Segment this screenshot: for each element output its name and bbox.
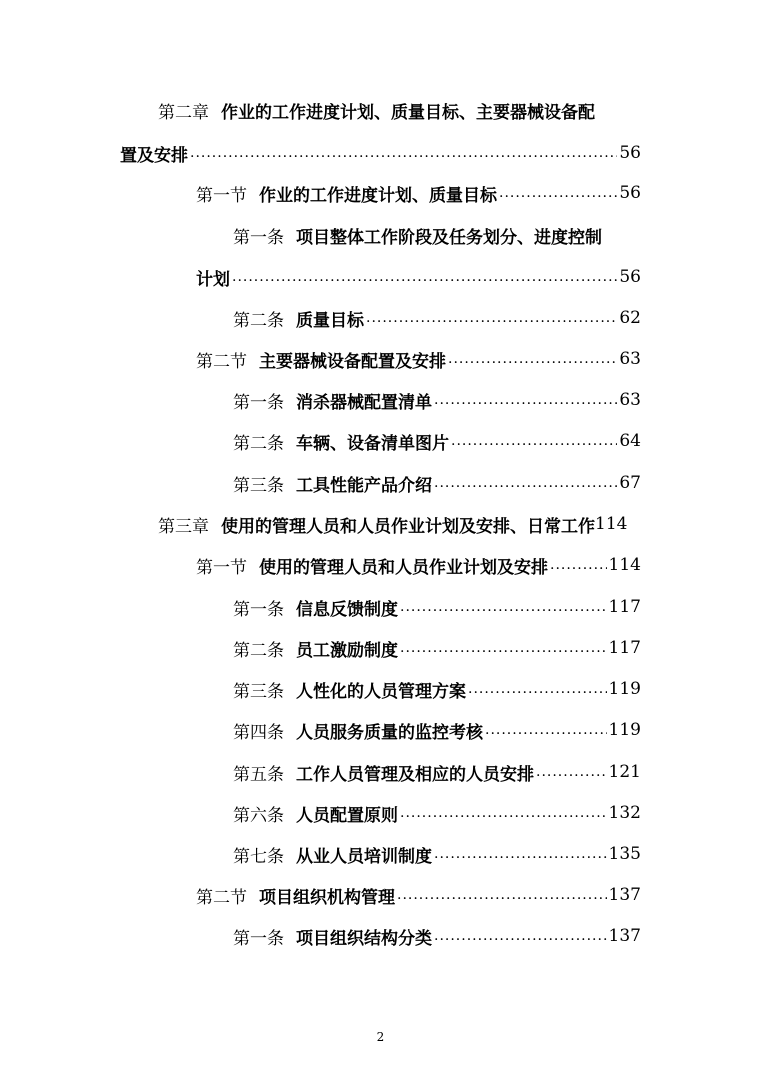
toc-leader-dots [434, 928, 607, 951]
toc-article[interactable] [233, 798, 641, 828]
toc-leader-dots [400, 805, 607, 828]
toc-chapter-2[interactable] [158, 95, 661, 125]
toc-entry-page: 63 [619, 390, 641, 410]
toc-entry-page: 119 [608, 679, 641, 699]
toc-entry-page: 132 [608, 803, 641, 823]
toc-entry-title: 信息反馈制度 [296, 599, 398, 620]
toc-leader-dots [434, 475, 617, 498]
toc-entry-title: 车辆、设备清单图片 [296, 433, 449, 454]
toc-article-continued[interactable] [196, 262, 641, 292]
toc-entry-title: 计划 [196, 269, 230, 290]
toc-entry-number: 第三条 [233, 681, 284, 702]
toc-leader-dots [485, 722, 607, 745]
toc-article[interactable] [233, 674, 641, 704]
toc-leader-dots [400, 640, 607, 663]
toc-leader-dots [366, 310, 617, 333]
toc-article[interactable] [233, 921, 641, 951]
toc-leader-dots [451, 433, 617, 456]
toc-entry-number: 第二章 [158, 102, 209, 123]
toc-entry-title: 项目组织机构管理 [259, 887, 395, 908]
toc-entry-title: 主要器械设备配置及安排 [259, 351, 446, 372]
toc-entry-number: 第四条 [233, 722, 284, 743]
toc-chapter-2-continued[interactable] [120, 138, 641, 168]
toc-entry-page: 114 [608, 555, 641, 575]
toc-leader-dots [190, 145, 617, 168]
toc-entry-number: 第二条 [233, 640, 284, 661]
toc-entry-page: 121 [608, 762, 641, 782]
toc-entry-page: 64 [619, 431, 641, 451]
toc-entry-page: 114 [595, 514, 628, 534]
toc-entry-page: 137 [608, 926, 641, 946]
toc-entry-number: 第七条 [233, 846, 284, 867]
toc-entry-title: 员工激励制度 [296, 640, 398, 661]
toc-section-2[interactable] [196, 880, 641, 910]
toc-entry-title: 消杀器械配置清单 [296, 392, 432, 413]
toc-entry-title: 使用的管理人员和人员作业计划及安排、日常工作 [221, 516, 595, 537]
toc-leader-dots [400, 599, 607, 622]
toc-article[interactable] [233, 385, 641, 415]
toc-entry-page: 56 [619, 183, 641, 203]
toc-entry-number: 第二节 [196, 887, 247, 908]
toc-entry-number: 第一条 [233, 227, 284, 248]
toc-entry-title: 人员配置原则 [296, 805, 398, 826]
toc-article[interactable] [233, 426, 641, 456]
toc-article[interactable] [233, 757, 641, 787]
toc-article[interactable] [233, 303, 641, 333]
toc-entry-title: 项目组织结构分类 [296, 928, 432, 949]
toc-entry-number: 第五条 [233, 764, 284, 785]
toc-leader-dots [232, 269, 617, 292]
toc-entry-number: 第一条 [233, 928, 284, 949]
toc-leader-dots [397, 887, 607, 910]
toc-article[interactable] [233, 592, 641, 622]
toc-entry-title: 人性化的人员管理方案 [296, 681, 466, 702]
toc-entry-title: 工具性能产品介绍 [296, 475, 432, 496]
toc-entry-title: 质量目标 [296, 310, 364, 331]
toc-entry-page: 67 [619, 473, 641, 493]
toc-entry-number: 第一节 [196, 185, 247, 206]
toc-entry-title: 作业的工作进度计划、质量目标 [259, 185, 497, 206]
toc-leader-dots [536, 764, 607, 787]
toc-entry-title: 人员服务质量的监控考核 [296, 722, 483, 743]
toc-entry-page: 56 [619, 267, 641, 287]
toc-entry-title: 作业的工作进度计划、质量目标、主要器械设备配 [221, 102, 595, 123]
toc-article[interactable] [233, 468, 641, 498]
toc-entry-page: 62 [619, 308, 641, 328]
toc-leader-dots [550, 557, 607, 580]
toc-entry-title: 工作人员管理及相应的人员安排 [296, 764, 534, 785]
toc-article[interactable] [233, 633, 641, 663]
toc-entry-title: 项目整体工作阶段及任务划分、进度控制 [296, 227, 602, 248]
toc-leader-dots [434, 846, 607, 869]
toc-entry-number: 第一条 [233, 392, 284, 413]
toc-section-2[interactable] [196, 344, 641, 374]
toc-entry-page: 119 [608, 720, 641, 740]
toc-entry-number: 第三章 [158, 516, 209, 537]
toc-entry-page: 56 [619, 143, 641, 163]
page-number: 2 [376, 1030, 385, 1044]
toc-entry-number: 第二条 [233, 433, 284, 454]
toc-leader-dots [499, 185, 617, 208]
toc-leader-dots [448, 351, 617, 374]
toc-entry-page: 137 [608, 885, 641, 905]
toc-leader-dots [468, 681, 607, 704]
toc-entry-number: 第一节 [196, 557, 247, 578]
toc-entry-title: 从业人员培训制度 [296, 846, 432, 867]
toc-article[interactable] [233, 715, 641, 745]
toc-entry-title: 置及安排 [120, 145, 188, 166]
toc-section-1[interactable] [196, 178, 641, 208]
toc-entry-number: 第二节 [196, 351, 247, 372]
toc-entry-page: 117 [608, 597, 641, 617]
toc-article[interactable] [233, 839, 641, 869]
toc-entry-number: 第二条 [233, 310, 284, 331]
toc-entry-page: 135 [608, 844, 641, 864]
toc-entry-number: 第三条 [233, 475, 284, 496]
toc-article[interactable] [233, 220, 641, 250]
toc-entry-page: 117 [608, 638, 641, 658]
toc-chapter-3[interactable] [158, 509, 661, 539]
toc-entry-title: 使用的管理人员和人员作业计划及安排 [259, 557, 548, 578]
toc-leader-dots [434, 392, 617, 415]
toc-entry-number: 第一条 [233, 599, 284, 620]
toc-entry-page: 63 [619, 349, 641, 369]
toc-section-1[interactable] [196, 550, 641, 580]
toc-entry-number: 第六条 [233, 805, 284, 826]
